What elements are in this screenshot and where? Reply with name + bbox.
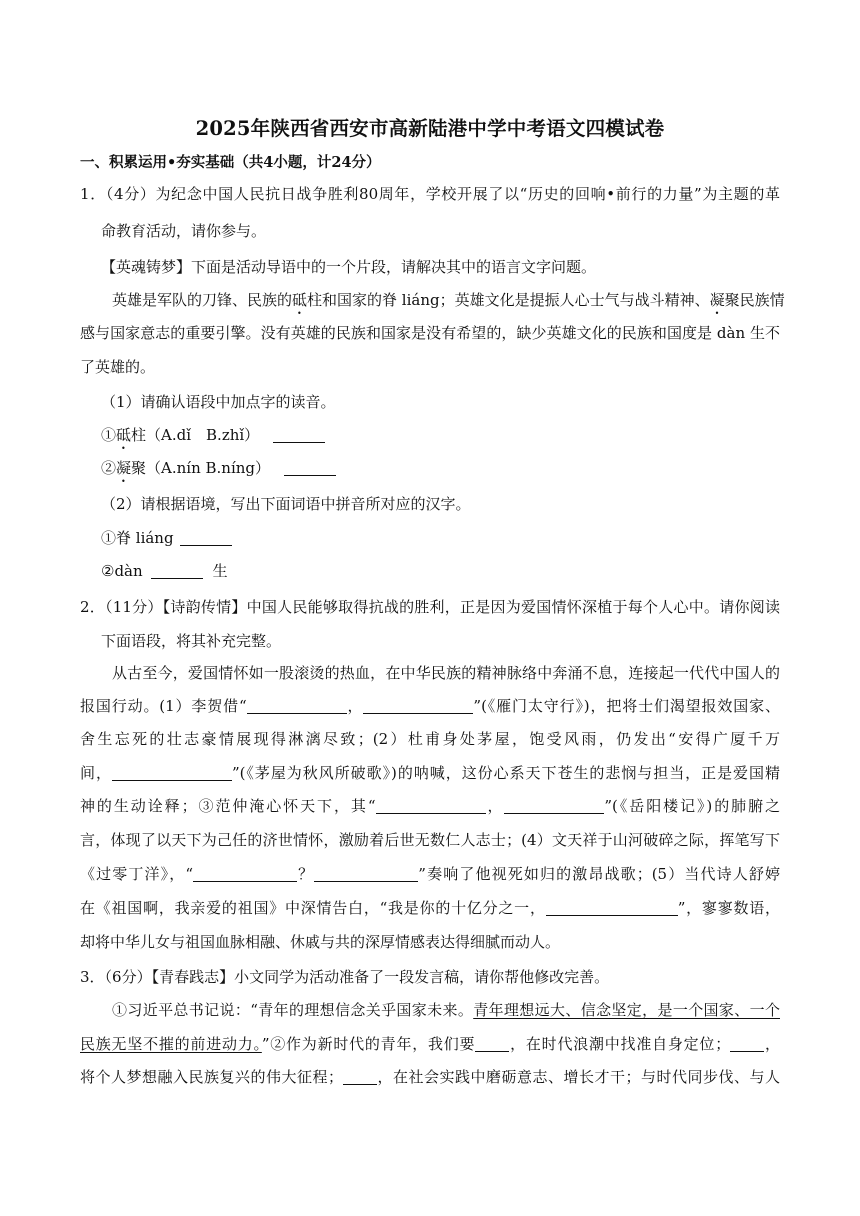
answer-blank[interactable] — [314, 865, 418, 882]
q1-sub2-item2: ②dàn 生 — [101, 562, 228, 580]
emphasis-char: 凝 — [116, 459, 132, 477]
q2-passage-line4: 间， ”(《茅屋为秋风所破歌》)的呐喊，这份心系天下苍生的悲悯与担当，正是爱国精 — [80, 764, 780, 782]
answer-blank[interactable] — [112, 764, 232, 781]
exam-title: 2025年陕西省西安市高新陆港中学中考语文四模试卷 — [195, 117, 665, 140]
q3-speech-line1: ①习近平总书记说：“青年的理想信念关乎国家未来。青年理想远大、信念坚定，是一个国家、一个 — [112, 1001, 780, 1019]
answer-blank[interactable] — [343, 1068, 377, 1085]
answer-blank[interactable] — [193, 865, 297, 882]
answer-blank[interactable] — [376, 797, 486, 814]
q2-passage-line2: 报国行动。(1）李贺借“ ， ”(《雁门太守行》)，把将士们渴望报效国家、 — [80, 697, 780, 715]
q1-passage-line2: 感与国家意志的重要引擎。没有英雄的民族和国家是没有希望的，缺少英雄文化的民族和国度是 dàn 生不 — [80, 324, 780, 342]
q2-stem-line1: 2．（11分）【诗韵传情】中国人民能够取得抗战的胜利，正是因为爱国情怀深植于每个人心中。请你阅读 — [80, 598, 780, 616]
q2-passage-line1: 从古至今，爱国情怀如一股滚烫的热血，在中华民族的精神脉络中奔涌不息，连接起一代代中国人的 — [112, 664, 780, 682]
answer-blank[interactable] — [475, 1035, 509, 1052]
q2-passage-line9: 却将中华儿女与祖国血脉相融、休戚与共的深厚情感表达得细腻而动人。 — [80, 933, 561, 951]
q1-passage-line1: 英雄是军队的刀锋、民族的砥柱和国家的脊 liáng；英雄文化是提振人心士气与战斗精神、凝聚民族情 — [112, 291, 785, 309]
answer-blank[interactable] — [284, 459, 336, 476]
answer-blank[interactable] — [151, 562, 203, 579]
q1-stem-line2: 命教育活动，请你参与。 — [101, 222, 267, 240]
answer-blank[interactable] — [247, 697, 347, 714]
q2-passage-line7: 《过零丁洋》，“ ？ ”奏响了他视死如归的激昂战歌；(5）当代诗人舒婷 — [80, 865, 780, 883]
q2-passage-line5: 神的生动诠释；③范仲淹心怀天下，其“ ， ”(《岳阳楼记》)的肺腑之 — [80, 797, 781, 815]
q2-passage-line6: 言，体现了以天下为己任的济世情怀，激励着后世无数仁人志士；(4）文天祥于山河破碎之际，挥笔写下 — [80, 831, 780, 849]
q2-stem-line2: 下面语段，将其补充完整。 — [101, 632, 282, 650]
answer-blank[interactable] — [546, 899, 678, 916]
q3-speech-line2: 民族无坚不摧的前进动力。”②作为新时代的青年，我们要 ，在时代浪潮中找准自身定位； ， — [80, 1035, 780, 1053]
emphasis-char: 砥 — [116, 426, 132, 444]
q1-sub2-prompt: （2）请根据语境，写出下面词语中拼音所对应的汉字。 — [101, 495, 471, 513]
q3-stem: 3．（6分）【青春践志】小文同学为活动准备了一段发言稿，请你帮他修改完善。 — [80, 968, 610, 986]
underlined-sentence: 民族无坚不摧的前进动力。 — [80, 1035, 262, 1053]
q1-stem-line1: 1．（4分）为纪念中国人民抗日战争胜利80周年，学校开展了以“历史的回响•前行的力量”为主题的革 — [80, 185, 780, 203]
q2-passage-line3: 舍生忘死的壮志豪情展现得淋漓尽致；(2）杜甫身处茅屋，饱受风雨，仍发出“安得广厦千万 — [80, 730, 780, 748]
q1-sub2-item1: ①脊 liáng — [101, 527, 232, 549]
answer-blank[interactable] — [504, 797, 604, 814]
q3-speech-line3: 将个人梦想融入民族复兴的伟大征程； ，在社会实践中磨砺意志、增长才干；与时代同步伐、与人 — [80, 1068, 780, 1086]
q2-passage-line8: 在《祖国啊，我亲爱的祖国》中深情告白，“我是你的十亿分之一， ”，寥寥数语， — [80, 899, 780, 917]
q1-sub1-prompt: （1）请确认语段中加点字的读音。 — [101, 393, 336, 411]
q1-sub1-item2: ②凝聚（A.nín B.níng） — [101, 457, 336, 479]
answer-blank[interactable] — [730, 1035, 764, 1052]
q1-passage-line3: 了英雄的。 — [80, 358, 156, 376]
answer-blank[interactable] — [273, 426, 325, 443]
answer-blank[interactable] — [180, 529, 232, 546]
emphasis-char: 凝 — [709, 291, 725, 309]
emphasis-char: 砥 — [292, 291, 308, 309]
section-heading: 一、积累运用•夯实基础（共4小题，计24分） — [80, 154, 381, 171]
q1-intro: 【英魂铸梦】下面是活动导语中的一个片段，请解决其中的语言文字问题。 — [101, 258, 597, 276]
answer-blank[interactable] — [363, 697, 473, 714]
q1-sub1-item1: ①砥柱（A.dǐ B.zhǐ） — [101, 424, 325, 446]
underlined-sentence: 青年理想远大、信念坚定，是一个国家、一个 — [473, 1001, 780, 1019]
